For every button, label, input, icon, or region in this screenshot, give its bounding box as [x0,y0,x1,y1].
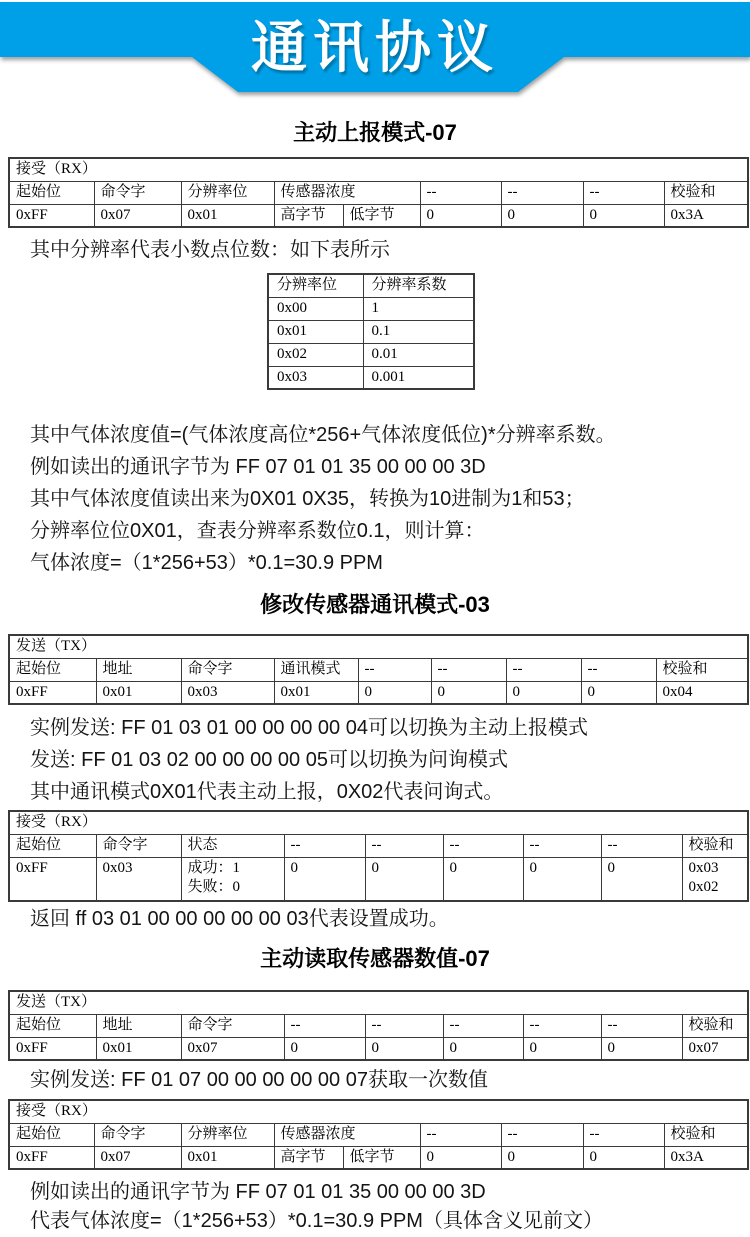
checksum-cell [682,857,748,901]
body-line: 其中气体浓度值=(气体浓度高位*256+气体浓度低位)*分辨率系数。 [30,424,616,446]
concentration-explanation [0,419,750,579]
data-cell: 高字节 [274,204,343,227]
data-cell: 0x01 [96,681,181,704]
table-header-row [268,274,474,297]
header-cell: 起始位 [9,834,96,857]
header-cell: -- [501,181,583,204]
data-cell: 0.01 [363,343,474,366]
table-caption: 接受（RX） [9,1100,748,1123]
data-cell: 0xFF [9,204,94,227]
data-cell: 0x07 [94,204,181,227]
tx-frame-table-read-value [8,990,749,1061]
body-line: 气体浓度=（1*256+53）*0.1=30.9 PPM [30,552,383,574]
data-cell: 0x03 [181,681,274,704]
header-cell: -- [523,834,601,857]
header-cell: 命令字 [94,181,181,204]
data-cell: 0xFF [9,1146,94,1169]
header-cell: 分辨率位 [181,181,274,204]
table-data-row [9,681,748,704]
header-cell: -- [431,658,506,681]
table-header-row [9,658,748,681]
header-cell: 分辨率位 [268,274,363,297]
data-cell: 0x07 [682,1037,748,1060]
data-cell: 1 [363,297,474,320]
data-cell: 0 [365,1037,443,1060]
header-cell: -- [284,834,365,857]
data-cell: 0xFF [9,1037,96,1060]
header-cell: -- [443,834,523,857]
data-cell: 0x01 [274,681,358,704]
rx-frame-table-active-report [8,157,749,228]
data-cell: 0x03 [268,366,363,389]
table-data-row [9,857,748,901]
data-cell: 0x3A [664,1146,748,1169]
data-cell: 0x01 [268,320,363,343]
header-cell: -- [583,1123,664,1146]
header-cell: -- [581,658,656,681]
checksum-failure: 0x02 [688,878,719,895]
table-data-row [9,204,748,227]
read-example-line: 实例发送: FF 01 07 00 00 00 00 00 07获取一次数值 [30,1069,488,1091]
header-cell: -- [523,1014,601,1037]
table-data-row [268,366,474,389]
table-header-row [9,181,748,204]
data-cell: 0 [501,204,583,227]
table-caption: 发送（TX） [9,635,748,658]
data-cell: 0 [601,857,682,901]
body-line: 发送: FF 01 03 02 00 00 00 00 05可以切换为问询模式 [30,749,508,771]
header-cell: -- [443,1014,523,1037]
header-cell: 命令字 [181,1014,284,1037]
data-cell: 0 [284,1037,365,1060]
data-cell: 0 [506,681,581,704]
table-caption-row [9,1100,748,1123]
table-caption-row [9,635,748,658]
body-line: 代表气体浓度=（1*256+53）*0.1=30.9 PPM（具体含义见前文） [30,1210,603,1232]
data-cell: 0 [601,1037,682,1060]
data-cell: 0 [431,681,506,704]
section-title-change-comm-mode: 修改传感器通讯模式-03 [260,592,490,617]
header-cell: -- [506,658,581,681]
resolution-note-line: 其中分辨率代表小数点位数：如下表所示 [30,239,390,261]
body-line: 例如读出的通讯字节为 FF 07 01 01 35 00 00 00 3D [30,456,486,478]
header-cell: 校验和 [664,181,748,204]
data-cell: 0xFF [9,857,96,901]
status-failure: 失败：0 [187,878,241,895]
header-cell: 状态 [181,834,284,857]
data-cell: 低字节 [343,1146,420,1169]
table-header-row [9,1123,748,1146]
data-cell: 0x07 [181,1037,284,1060]
rx-frame-table-read-value [8,1099,749,1170]
header-cell: 命令字 [94,1123,181,1146]
header-cell: -- [365,834,443,857]
data-cell: 高字节 [274,1146,343,1169]
data-cell: 0x02 [268,343,363,366]
data-cell: 0 [365,857,443,901]
body-line: 分辨率位位0X01，查表分辨率系数位0.1，则计算： [30,520,485,542]
data-cell: 低字节 [343,204,420,227]
header-cell: -- [420,1123,501,1146]
header-cell: -- [501,1123,583,1146]
status-cell [181,857,284,901]
table-caption: 接受（RX） [9,811,748,834]
header-cell: 分辨率系数 [363,274,474,297]
data-cell: 0 [583,204,664,227]
header-cell: 校验和 [682,1014,748,1037]
data-cell: 0 [443,857,523,901]
return-success-line: 返回 ff 03 01 00 00 00 00 00 03代表设置成功。 [30,908,449,930]
body-line: 其中气体浓度值读出来为0X01 0X35，转换为10进制为1和53； [30,488,585,510]
table-data-row [9,1037,748,1060]
data-cell: 0 [284,857,365,901]
header-cell: 起始位 [9,1123,94,1146]
data-cell: 0 [420,204,501,227]
status-success: 成功：1 [187,859,241,876]
table-data-row [268,297,474,320]
header-cell: 起始位 [9,658,96,681]
data-cell: 0 [523,1037,601,1060]
header-cell: 校验和 [664,1123,748,1146]
header-cell: 校验和 [656,658,748,681]
data-cell: 0x01 [181,1146,274,1169]
section-title-active-report: 主动上报模式-07 [293,120,457,145]
rx-frame-table-change-mode [8,810,749,902]
banner [0,0,750,92]
data-cell: 0 [443,1037,523,1060]
checksum-success: 0x03 [688,859,719,876]
data-cell: 0x07 [94,1146,181,1169]
header-cell: 传感器浓度 [274,1123,420,1146]
header-cell: -- [365,1014,443,1037]
data-cell: 0x03 [96,857,181,901]
data-cell: 0xFF [9,681,96,704]
table-data-row [268,343,474,366]
data-cell: 0 [501,1146,583,1169]
header-cell: 分辨率位 [181,1123,274,1146]
header-cell: -- [420,181,501,204]
data-cell: 0 [358,681,431,704]
table-data-row [268,320,474,343]
page-title: 通讯协议 [251,16,499,79]
table-caption: 接受（RX） [9,158,748,181]
header-cell: -- [583,181,664,204]
body-line: 其中通讯模式0X01代表主动上报，0X02代表问询式。 [30,781,504,803]
data-cell: 0 [420,1146,501,1169]
header-cell: -- [284,1014,365,1037]
header-cell: 传感器浓度 [274,181,420,204]
table-caption-row [9,811,748,834]
tx-frame-table-change-mode [8,634,749,705]
comm-mode-explanation [0,712,750,808]
data-cell: 0 [581,681,656,704]
header-cell: -- [358,658,431,681]
header-cell: -- [601,1014,682,1037]
table-caption-row [9,158,748,181]
table-header-row [9,1014,748,1037]
data-cell: 0 [583,1146,664,1169]
body-line: 例如读出的通讯字节为 FF 07 01 01 35 00 00 00 3D [30,1181,486,1203]
table-caption-row [9,991,748,1014]
data-cell: 0x01 [96,1037,181,1060]
data-cell: 0x04 [656,681,748,704]
data-cell: 0 [523,857,601,901]
header-cell: 起始位 [9,1014,96,1037]
table-header-row [9,834,748,857]
header-cell: -- [601,834,682,857]
read-value-explanation [0,1178,750,1236]
section-title-active-read: 主动读取传感器数值-07 [260,946,490,971]
table-caption: 发送（TX） [9,991,748,1014]
header-cell: 命令字 [181,658,274,681]
data-cell: 0x00 [268,297,363,320]
header-cell: 校验和 [682,834,748,857]
body-line: 实例发送: FF 01 03 01 00 00 00 00 04可以切换为主动上报模式 [30,717,588,739]
resolution-coefficient-table [267,273,475,390]
header-cell: 起始位 [9,181,94,204]
header-cell: 命令字 [96,834,181,857]
data-cell: 0.1 [363,320,474,343]
header-cell: 地址 [96,658,181,681]
data-cell: 0.001 [363,366,474,389]
data-cell: 0x3A [664,204,748,227]
header-cell: 通讯模式 [274,658,358,681]
data-cell: 0x01 [181,204,274,227]
header-cell: 地址 [96,1014,181,1037]
table-data-row [9,1146,748,1169]
